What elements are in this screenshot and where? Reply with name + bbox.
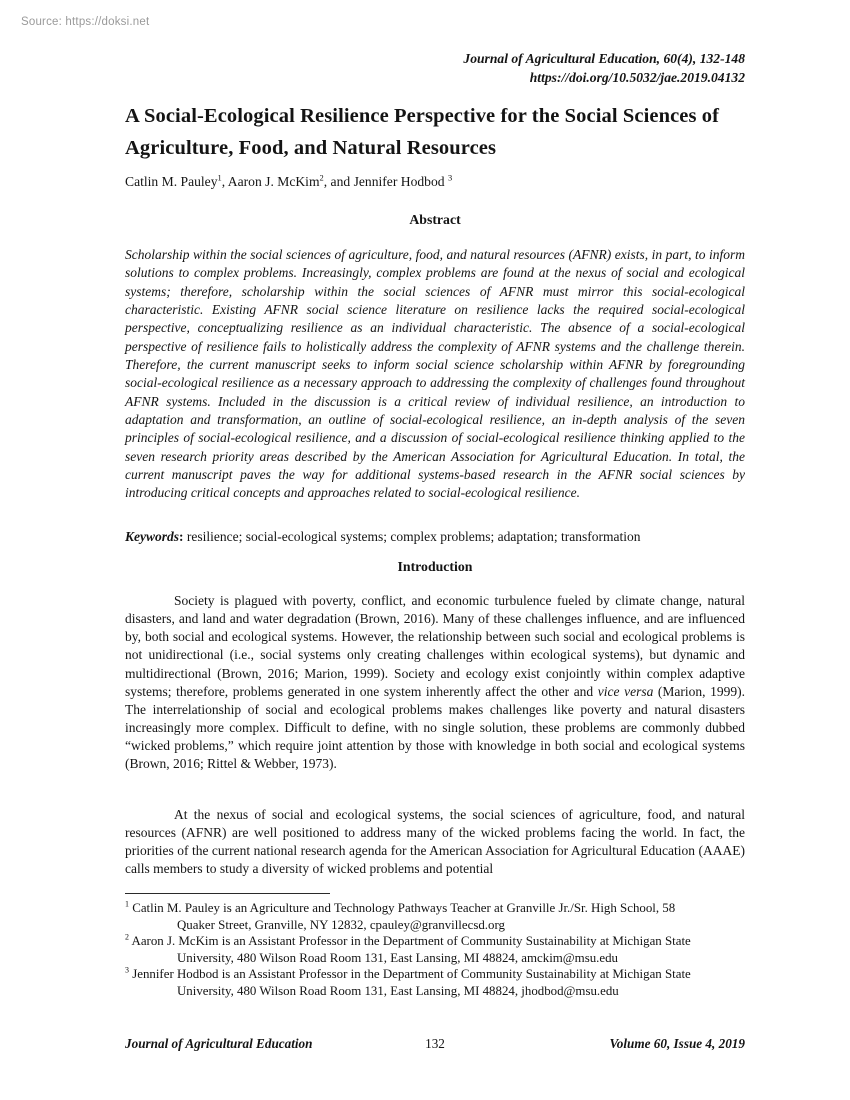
paragraph-italic-phrase: vice versa (597, 683, 654, 699)
paragraph-text: (Marion, 1999). The interrelationship of social and ecological problems makes challenges like poverty and natural disasters increasingly more complex. Difficult to define, with no single solution, these problems are commonly dubbed “wicked problems,” which require joint attention by those with knowledge in both social and ecological systems (Brown, 2016; Rittel & Webber, 1973). (125, 683, 746, 772)
author-3: , and Jennifer Hodbod (323, 174, 448, 189)
footnote-text: Jennifer Hodbod is an Assistant Professor in the Department of Community Sustainability at Michigan State (129, 967, 691, 982)
footer-journal-name: Journal of Agricultural Education (125, 1036, 313, 1051)
footnote-marker: 3 (125, 966, 129, 976)
footnote-line (125, 933, 745, 950)
abstract-heading: Abstract (409, 212, 461, 227)
journal-citation (125, 50, 745, 87)
footnote-line (125, 900, 745, 917)
footnote-marker: 1 (125, 899, 129, 909)
introduction-paragraph-2: At the nexus of social and ecological systems, the social sciences of agriculture, food, and natural resources (AFNR) are well positioned to address many of the wicked problems facing the world. In fact, the priorities of the current national research agenda for the American Association for Agricultural Education (AAAE) calls members to study a diversity of wicked problems and potential (125, 807, 745, 877)
author-2-footnote-marker: 2 (319, 172, 324, 183)
author-1-footnote-marker: 1 (217, 172, 222, 183)
footnote-line: Quaker Street, Granville, NY 12832, cpauley@granvillecsd.org (177, 917, 505, 932)
footnote-marker: 2 (125, 932, 129, 942)
page-number: 132 (425, 1036, 445, 1051)
author-2: , Aaron J. McKim (221, 174, 320, 189)
footnote-line: University, 480 Wilson Road Room 131, East Lansing, MI 48824, amckim@msu.edu (177, 950, 619, 965)
author-line (125, 174, 745, 190)
abstract-text: Scholarship within the social sciences of agriculture, food, and natural resources (AFNR) exists, in part, to inform solutions to complex problems. Increasingly, complex problems are found at the nexus of social and ecological systems; therefore, scholarship within the social sciences of AFNR must mirror this social-ecological characteristic. Existing AFNR social science literature on resilience lacks the required social-ecological perspective, conceptualizing resilience as an individual characteristic. The absence of a social-ecological perspective of resilience fails to holistically address the complexity of AFNR systems and the challenge therein. Therefore, the current manuscript seeks to inform social science scholarship within AFNR by foregrounding social-ecological resilience as a necessary approach to addressing the complexity of challenges found throughout AFNR systems. Included in the discussion is a critical review of individual resilience, an introduction to adaptation and transformation, an outline of social-ecological resilience, an in-depth analysis of the seven principles of social-ecological resilience, and a discussion of social-ecological resilience thinking applied to the seven research priority areas described by the American Association for Agricultural Education. In total, the current manuscript paves the way for additional systems-based research in the AFNR social sciences by introducing critical concepts and approaches related to social-ecological resilience. (125, 247, 745, 501)
keywords-text: resilience; social-ecological systems; complex problems; adaptation; transformation (186, 529, 641, 544)
footnote-text: Aaron J. McKim is an Assistant Professor in the Department of Community Sustainability at Michigan State (129, 934, 691, 949)
journal-doi-line: https://doi.org/10.5032/jae.2019.04132 (529, 69, 745, 85)
footer-volume-issue: Volume 60, Issue 4, 2019 (609, 1036, 745, 1051)
page-title: A Social-Ecological Resilience Perspective for the Social Sciences of Agriculture, Food, and Natural Resources (125, 105, 720, 159)
keywords-line (125, 529, 745, 545)
introduction-heading: Introduction (397, 559, 473, 574)
author-1: Catlin M. Pauley (125, 174, 218, 189)
footnote-divider (125, 893, 330, 894)
footnote-2 (125, 933, 745, 966)
source-watermark: Source: https://doksi.net (21, 16, 150, 28)
journal-citation-line: Journal of Agricultural Education, 60(4), 132-148 (463, 51, 745, 66)
paragraph-text: Society is plagued with poverty, conflict, and economic turbulence fueled by climate change, natural disasters, and land and water degradation (Brown, 2016). Many of these challenges influence, and are influenced by, both social and ecological systems. However, the relationship between such social and ecological problems is not unidirectional (i.e., social systems only creating challenges within ecological systems), but dynamic and multidirectional (Brown, 2016; Marion, 1999). Society and ecology exist conjointly within complex adaptive systems; therefore, problems generated in one system inherently affect the other and (125, 593, 745, 699)
keywords-label: Keywords (125, 529, 179, 544)
introduction-paragraph-1 (125, 592, 745, 774)
footnote-line: University, 480 Wilson Road Room 131, East Lansing, MI 48824, jhodbod@msu.edu (177, 983, 619, 998)
footnote-3 (125, 966, 745, 999)
footnote-line (125, 966, 745, 983)
footnote-1 (125, 900, 745, 933)
footnote-text: Catlin M. Pauley is an Agriculture and Technology Pathways Teacher at Granville Jr./Sr. High School, 58 (129, 901, 676, 915)
author-3-footnote-marker: 3 (447, 172, 453, 183)
keywords-colon: : (179, 529, 187, 544)
footnotes-section (125, 893, 745, 1000)
